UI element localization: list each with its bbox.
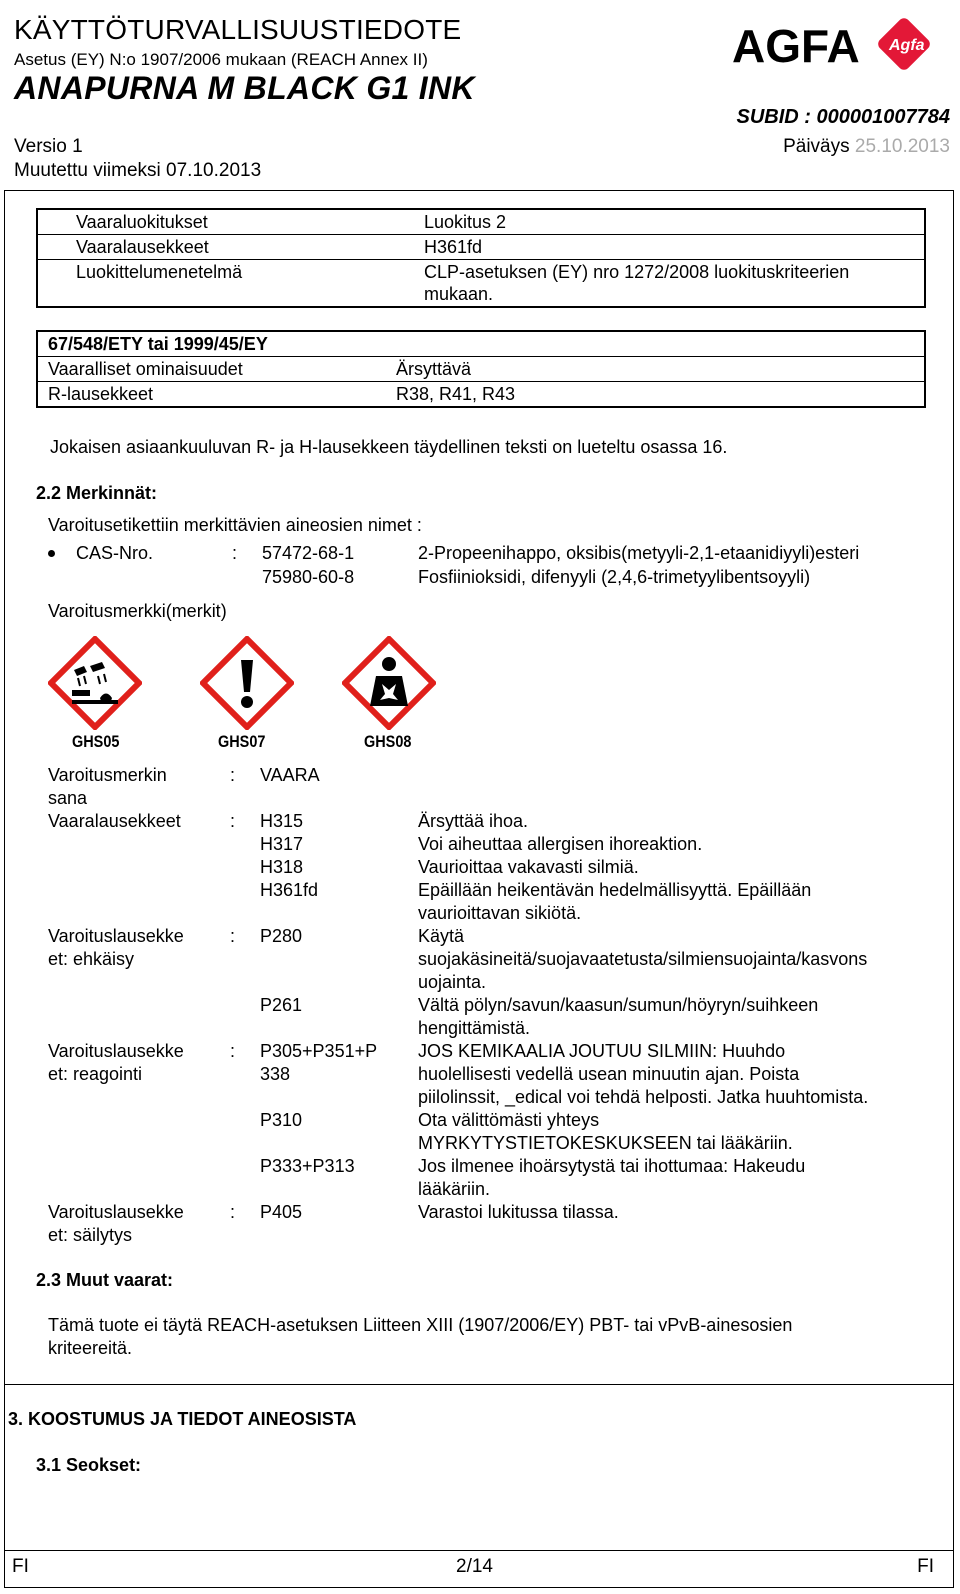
pictograms-label: Varoitusmerkki(merkit) [48,601,227,621]
footer-divider [4,1550,954,1551]
document-title: KÄYTTÖTURVALLISUUSTIEDOTE [14,14,462,45]
hazard-code: H318 [260,857,304,877]
bullet-icon [48,550,55,557]
response-colon: : [230,1041,236,1061]
agfa-logo [732,18,948,70]
ghs05-corrosion-icon [48,636,142,730]
hazard-colon: : [230,811,236,831]
section-3-1-heading: 3.1 Seokset: [36,1455,142,1475]
precaution-text: Jos ilmenee ihoärsytystä tai ihottumaa: Hakeudu lääkäriin. [418,1156,806,1199]
version: Versio 1 [14,136,83,157]
section-2-3-heading: 2.3 Muut vaarat: [36,1270,174,1290]
signal-word: VAARA [260,765,320,785]
signal-word-label: Varoitusmerkin sana [48,765,167,808]
cas-number: 57472-68-1 [262,543,355,563]
hazard-statements-label: Vaaralausekkeet [48,811,181,831]
signal-colon: : [230,765,236,785]
issue-date: Päiväys 25.10.2013 [783,136,950,157]
table-row: Luokittelumenetelmä CLP-asetuksen (EY) nro 1272/2008 luokituskriteerien mukaan. [76,262,850,304]
precaution-text: Ota välittömästi yhteys MYRKYTYSTIETOKESKUKSEEN tai lääkäriin. [418,1110,793,1153]
other-hazards-text: Tämä tuote ei täytä REACH-asetuksen Liitteen XIII (1907/2006/EY) PBT- tai vPvB-ainesosien kriteereitä. [48,1315,793,1358]
precaution-code: P261 [260,995,303,1015]
footer-language-right: FI [917,1556,934,1577]
pictogram-code: GHS07 [218,732,266,751]
hazard-code: H315 [260,811,304,831]
product-name: ANAPURNA M BLACK G1 INK [14,70,475,106]
precaution-text: Varastoi lukitussa tilassa. [418,1202,619,1222]
logo-badge-text: Agfa [889,37,925,54]
storage-colon: : [230,1202,236,1222]
table-row: R-lausekkeet R38, R41, R43 [48,384,516,404]
cas-name: Fosfiinioksidi, difenyyli (2,4,6-trimetyylibentsoyyli) [418,567,811,587]
prevention-colon: : [230,926,236,946]
precaution-code: P280 [260,926,303,946]
precaution-text: Vältä pölyn/savun/kaasun/sumun/höyryn/suihkeen hengittämistä. [418,995,819,1038]
storage-label: Varoituslausekke et: säilytys [48,1202,184,1245]
section-3-heading: 3. KOOSTUMUS JA TIEDOT AINEOSISTA [8,1409,357,1429]
logo-wordmark: AGFA [732,20,860,70]
hazard-code: H317 [260,834,304,854]
cas-label: CAS-Nro. [76,543,154,563]
hazard-text: Ärsyttää ihoa. [418,811,529,831]
ghs08-health-hazard-icon [342,636,436,730]
precaution-code: P305+P351+P 338 [260,1041,378,1084]
precaution-text: JOS KEMIKAALIA JOUTUU SILMIIN: Huuhdo huolellisesti vedellä usean minuutin ajan. Poista piilolinssit, _edical voi tehdä helposti. Jatka huuhtomista. [418,1041,869,1107]
table-heading-row: 67/548/ETY tai 1999/45/EY [37,331,925,357]
precaution-code: P333+P313 [260,1156,355,1176]
precaution-code: P405 [260,1202,303,1222]
table-row: Vaaralliset ominaisuudet Ärsyttävä [37,357,925,382]
cas-number: 75980-60-8 [262,567,355,587]
pictogram-code: GHS05 [72,732,120,751]
subid: SUBID : 000001007784 [736,106,950,128]
cas-name: 2-Propeenihappo, oksibis(metyyli-2,1-etaanidiyyli)esteri [418,543,860,563]
precaution-text: Käytä suojakäsineitä/suojavaatetusta/silmiensuojainta/kasvons uojainta. [418,926,868,992]
table-row: Vaaraluokitukset Luokitus 2 [37,209,925,235]
regulation-subtitle: Asetus (EY) N:o 1907/2006 mukaan (REACH Annex II) [14,50,428,69]
ingredients-label: Varoitusetikettiin merkittävien aineosien nimet : [48,515,422,535]
section-2-2-heading: 2.2 Merkinnät: [36,483,158,503]
note-section-16: Jokaisen asiaankuuluvan R- ja H-lausekkeen täydellinen teksti on lueteltu osassa 16. [50,437,728,457]
directive-table [36,330,926,408]
ghs07-exclamation-icon [200,636,294,730]
hazard-text: Voi aiheuttaa allergisen ihoreaktion. [418,834,703,854]
precaution-code: P310 [260,1110,303,1130]
hazard-code: H361fd [260,880,319,900]
last-modified: Muutettu viimeksi 07.10.2013 [14,160,262,181]
pictogram-code: GHS08 [364,732,412,751]
page-number: 2/14 [456,1556,493,1577]
hazard-text: Vaurioittaa vakavasti silmiä. [418,857,639,877]
response-label: Varoituslausekke et: reagointi [48,1041,184,1084]
prevention-label: Varoituslausekke et: ehkäisy [48,926,184,969]
section-divider [4,1384,954,1385]
cas-colon: : [232,543,238,563]
table-row: Vaaralausekkeet H361fd [37,235,925,260]
hazard-text: Epäillään heikentävän hedelmällisyyttä. Epäillään vaurioittavan sikiötä. [418,880,812,923]
classification-table [36,208,926,308]
footer-language-left: FI [12,1556,29,1577]
